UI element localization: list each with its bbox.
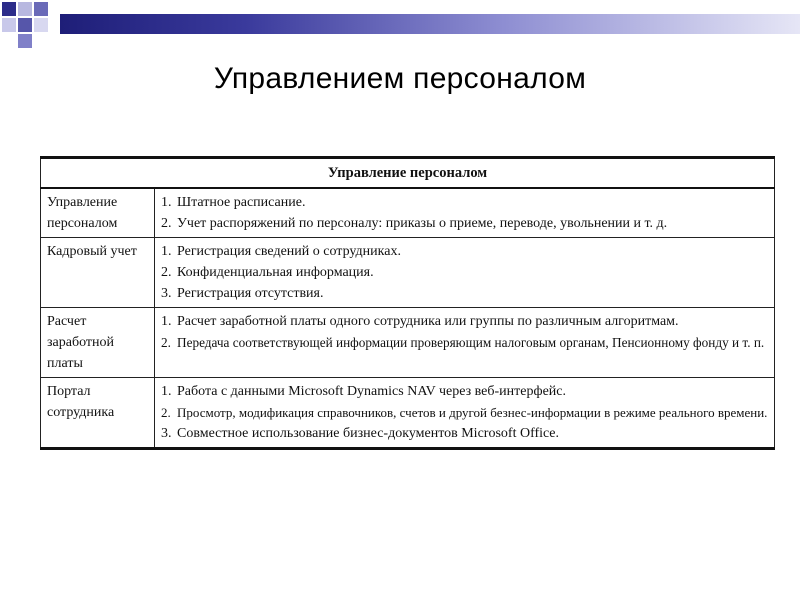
top-decoration-bar [60, 14, 800, 34]
decor-square [34, 2, 48, 16]
table-header: Управление персоналом [41, 158, 775, 189]
list-item: 3. Регистрация отсутствия. [161, 286, 324, 301]
row-items [155, 308, 775, 378]
list-item: 2. Передача соответствующей информации проверяющим налоговым органам, Пенсионному фонду и т. п. [161, 335, 765, 350]
personnel-table [40, 156, 775, 450]
decor-square [34, 18, 48, 32]
list-item: 2. Конфиденциальная информация. [161, 265, 374, 280]
table-row [41, 378, 775, 449]
list-item: 2. Учет распоряжений по персоналу: приказы о приеме, переводе, увольнении и т. д. [161, 216, 668, 231]
decor-square [18, 18, 32, 32]
row-category: Расчет заработной платы [41, 308, 155, 378]
row-category: Управление персоналом [41, 188, 155, 238]
table-row [41, 238, 775, 308]
list-item: 1. Работа с данными Microsoft Dynamics NAV через веб-интерфейс. [161, 384, 566, 399]
row-items [155, 238, 775, 308]
row-category: Портал сотрудника [41, 378, 155, 449]
table-header-row [41, 158, 775, 189]
row-items [155, 378, 775, 449]
row-category: Кадровый учет [41, 238, 155, 308]
decor-square [18, 2, 32, 16]
list-item: 1. Расчет заработной платы одного сотрудника или группы по различным алгоритмам. [161, 314, 679, 329]
decor-square [2, 18, 16, 32]
list-item: 3. Совместное использование бизнес-документов Microsoft Office. [161, 426, 559, 441]
personnel-table-wrapper [40, 156, 774, 450]
row-items [155, 188, 775, 238]
list-item: 1. Штатное расписание. [161, 195, 306, 210]
list-item: 2. Просмотр, модификация справочников, счетов и другой безнес-информации в режиме реального времени. [161, 405, 768, 420]
page-title: Управлением персоналом [213, 62, 587, 95]
list-item: 1. Регистрация сведений о сотрудниках. [161, 244, 401, 259]
decor-square [18, 34, 32, 48]
table-row [41, 308, 775, 378]
decor-square [2, 2, 16, 16]
table-row [41, 188, 775, 238]
